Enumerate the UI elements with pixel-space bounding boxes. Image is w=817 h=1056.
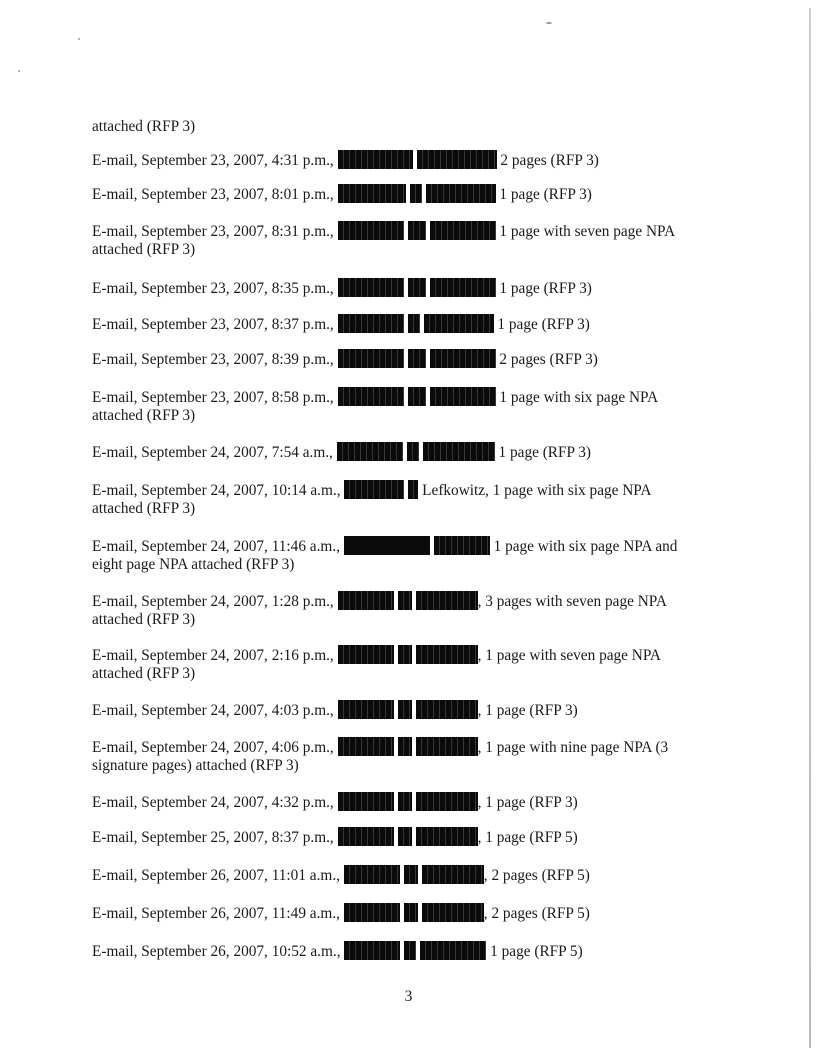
redaction-bar [404,903,418,922]
redaction-bar [398,591,412,610]
email-entry [92,700,732,719]
email-entry [92,865,732,884]
entry-page-count: , 1 page (RFP 3) [477,702,578,719]
entry-description: E-mail, September 25, 2007, 8:37 p.m., [92,829,334,846]
entry-description: E-mail, September 23, 2007, 4:31 p.m., [92,152,334,169]
redaction-bar [338,184,406,203]
redaction-bar [404,941,416,960]
entry-page-count: , 3 pages with seven page NPA [477,593,667,610]
redaction-bar [338,591,394,610]
email-entry [92,645,732,683]
redaction-bar [408,349,426,368]
email-entry [92,184,732,203]
entry-page-count: 1 page (RFP 3) [494,444,592,461]
entry-description: E-mail, September 24, 2007, 2:16 p.m., [92,647,334,664]
email-entry [92,117,732,136]
redaction-bar [416,645,478,664]
email-entry [92,536,732,574]
entry-continuation: signature pages) attached (RFP 3) [92,757,299,774]
entry-page-count: , 2 pages (RFP 5) [483,905,590,922]
entry-description: E-mail, September 23, 2007, 8:58 p.m., [92,389,334,406]
entry-page-count: 1 page with six page NPA [495,389,659,406]
entry-line [92,792,732,811]
redaction-bar [430,278,496,297]
redaction-bar [416,737,478,756]
redaction-bar [426,184,496,203]
redaction-bar [430,221,496,240]
page-number: 3 [404,988,413,1005]
entry-page-count: , 1 page with nine page NPA (3 [477,739,669,756]
entry-description: E-mail, September 23, 2007, 8:01 p.m., [92,186,334,203]
email-entry [92,314,732,333]
redaction-bar [408,314,420,333]
entry-page-count: 1 page with seven page NPA [495,223,676,240]
entry-line [92,387,732,406]
redaction-bar [407,442,419,461]
entry-continuation: attached (RFP 3) [92,241,196,258]
redaction-bar [410,184,422,203]
entry-description: E-mail, September 24, 2007, 1:28 p.m., [92,593,334,610]
redaction-bar [338,150,413,169]
entry-description: E-mail, September 24, 2007, 4:03 p.m., [92,702,334,719]
entry-description: E-mail, September 23, 2007, 8:31 p.m., [92,223,334,240]
redaction-bar [338,827,394,846]
redaction-bar [424,314,494,333]
entry-line [92,150,732,169]
email-entry [92,591,732,629]
entry-line [92,827,732,846]
redaction-bar [408,278,426,297]
redaction-bar [416,591,478,610]
entry-description: E-mail, September 26, 2007, 11:49 a.m., [92,905,340,922]
entry-description: E-mail, September 23, 2007, 8:39 p.m., [92,351,334,368]
redaction-bar [422,903,484,922]
redaction-bar [338,645,394,664]
redaction-bar [398,700,412,719]
entry-description: E-mail, September 24, 2007, 10:14 a.m., [92,482,341,499]
entry-continuation: attached (RFP 3) [92,407,196,424]
entry-page-count: 1 page (RFP 3) [493,316,590,333]
email-entry [92,387,732,425]
entry-line [92,349,732,368]
redaction-bar [404,865,418,884]
redaction-bar [420,941,486,960]
entry-line [92,903,732,922]
entry-line [92,278,732,297]
redaction-bar [430,387,496,406]
entry-line [92,700,732,719]
entry-page-count: , 1 page with seven page NPA [477,647,661,664]
entry-page-count: Lefkowitz, 1 page with six page NPA [418,482,652,499]
entry-continuation: attached (RFP 3) [92,500,196,517]
entry-line [92,442,732,461]
entry-line [92,117,732,136]
entry-line [92,480,732,499]
entry-page-count: 1 page (RFP 3) [495,280,592,297]
redaction-bar [338,278,404,297]
entry-page-count: 2 pages (RFP 3) [495,351,598,368]
entry-description: E-mail, September 26, 2007, 10:52 a.m., [92,943,341,960]
email-entry [92,903,732,922]
entry-page-count: 2 pages (RFP 3) [496,152,599,169]
email-entry [92,792,732,811]
email-entry [92,349,732,368]
entry-line [92,591,732,610]
redaction-bar [408,221,426,240]
redaction-bar [423,442,495,461]
email-entry [92,737,732,775]
redaction-bar [416,827,478,846]
redaction-bar [344,480,404,499]
redaction-bar [416,792,478,811]
email-entry [92,941,732,960]
redaction-bar [338,221,404,240]
entry-page-count: 1 page with six page NPA and [489,538,678,555]
redaction-bar [408,387,426,406]
entry-line [92,941,732,960]
entry-line [92,645,732,664]
redaction-bar [398,792,412,811]
redaction-bar [422,865,484,884]
entry-line [92,737,732,756]
email-entry [92,827,732,846]
email-entry [92,480,732,518]
entry-page-count: , 2 pages (RFP 5) [483,867,590,884]
entry-description: E-mail, September 26, 2007, 11:01 a.m., [92,867,340,884]
redaction-bar [416,700,478,719]
entry-line [92,184,732,203]
redaction-bar [338,314,404,333]
entry-continuation: attached (RFP 3) [92,665,196,682]
entry-line [92,314,732,333]
redaction-bar [338,792,394,811]
entry-description: E-mail, September 24, 2007, 7:54 a.m., [92,444,333,461]
email-entry [92,150,732,169]
redaction-bar [434,536,490,555]
entry-description: E-mail, September 24, 2007, 4:06 p.m., [92,739,334,756]
redaction-bar [338,700,394,719]
entry-continuation: eight page NPA attached (RFP 3) [92,556,295,573]
entry-page-count: 1 page (RFP 5) [486,943,583,960]
redaction-bar [398,827,412,846]
entry-description: E-mail, September 23, 2007, 8:35 p.m., [92,280,334,297]
redaction-bar [338,349,404,368]
redaction-bar [430,349,496,368]
email-entry [92,442,732,461]
redaction-bar [408,480,418,499]
redaction-bar [338,737,394,756]
entry-line [92,536,732,555]
entry-description: E-mail, September 23, 2007, 8:37 p.m., [92,316,334,333]
redaction-bar [344,903,400,922]
entry-description: E-mail, September 24, 2007, 4:32 p.m., [92,794,334,811]
redaction-bar [398,737,412,756]
entry-page-count: 1 page (RFP 3) [495,186,592,203]
entry-line [92,221,732,240]
redaction-bar [417,150,497,169]
entry-line [92,865,732,884]
entry-page-count: , 1 page (RFP 3) [477,794,578,811]
redaction-bar [338,387,404,406]
entry-continuation: attached (RFP 3) [92,611,196,628]
entry-page-count: , 1 page (RFP 5) [477,829,578,846]
redaction-bar [344,536,430,555]
redaction-bar [398,645,412,664]
redaction-bar [337,442,403,461]
entry-description: E-mail, September 24, 2007, 11:46 a.m., [92,538,340,555]
entry-description: attached (RFP 3) [92,118,196,135]
email-entry [92,221,732,259]
email-entry [92,278,732,297]
redaction-bar [344,865,400,884]
redaction-bar [344,941,400,960]
